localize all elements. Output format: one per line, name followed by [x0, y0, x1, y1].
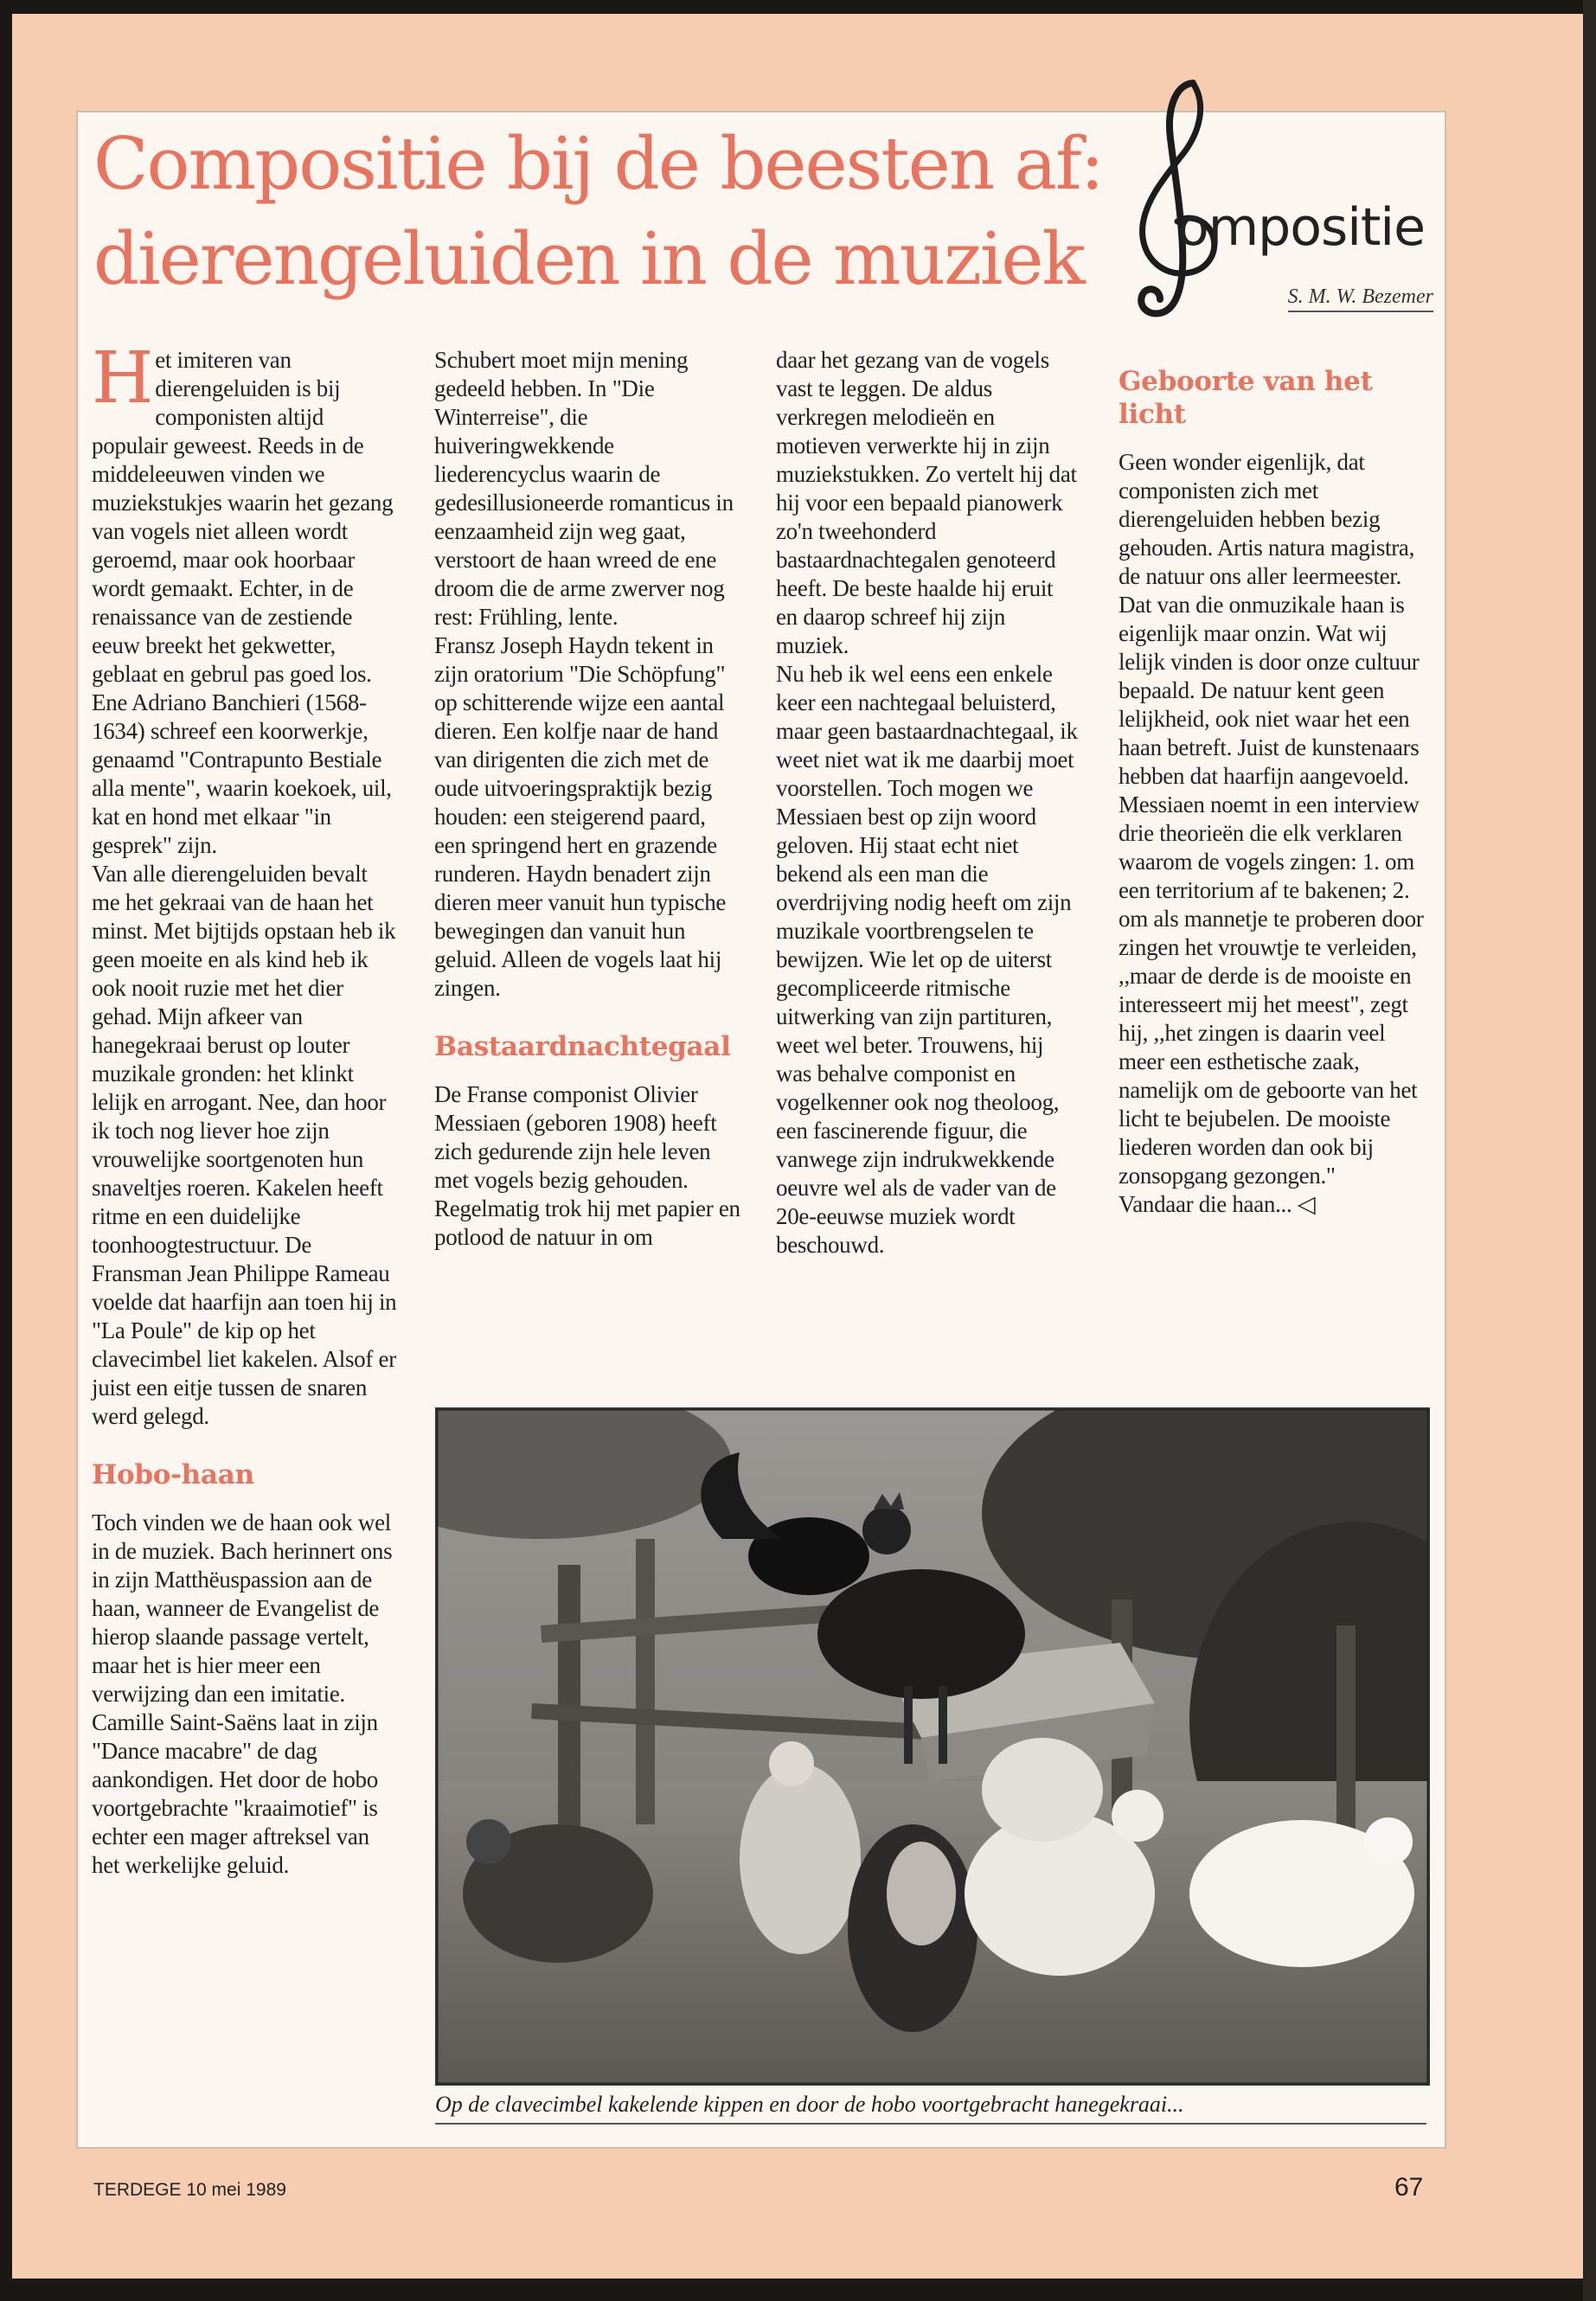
rubric-title: ompositie: [1177, 197, 1425, 258]
nachtegaal-paragraph: Nu heb ik wel eens een enkele keer een nachtegaal beluisterd, maar geen bastaardnachtegaal, ik weet niet wat ik me daarbij moet voorstellen. Toch mogen we Messiaen best op zijn woord geloven. Hij staat echt niet bekend als een man die overdrijving nodig heeft om zijn muzikale voortbrengselen te bewijzen. Wie let op de uiterst gecompliceerde ritmische uitwerking van zijn partituren, weet wel beter. Trouwens, hij was behalve componist en vogelkenner ook nog theoloog, een fascinerende figuur, die vanwege zijn indrukwekkende oeuvre wel als de vader van de 20e-eeuwse muziek wordt beschouwd.: [776, 661, 1078, 1258]
illustration-caption: Op de clavecimbel kakelende kippen en door de hobo voortgebracht hanegekraai...: [435, 2092, 1426, 2125]
article-title-line-1: Compositie bij de beesten af:: [93, 122, 1103, 206]
author-byline: S. M. W. Bezemer: [1288, 285, 1433, 312]
geboorte-paragraph-1: Geen wonder eigenlijk, dat componisten zich met dierengeluiden hebben bezig gehouden. Artis natura magistra, de natuur ons aller leermeester.: [1118, 449, 1415, 589]
schubert-paragraph: Schubert moet mijn mening gedeeld hebben. In "Die Winterreise", die huiveringwekkende liederencyclus waarin de gedesillusioneerde romanticus in eenzaamheid zijn weg gaat, verstoort de haan wreed de ene droom die de arme zwerver nog rest: Frühling, lente.: [434, 347, 734, 630]
geboorte-paragraph-3: Vandaar die haan... ◁: [1118, 1191, 1316, 1217]
messiaen-paragraph: De Franse componist Olivier Messiaen (geboren 1908) heeft zich gedurende zijn hele leven met vogels bezig gehouden. Regelmatig trok hij met papier en potlood de natuur in om: [434, 1081, 740, 1250]
hobo-paragraph: Toch vinden we de haan ook wel in de muziek. Bach herinnert ons in zijn Matthëuspassion aan de haan, wanneer de Evangelist de hierop slaande passage vertelt, maar het is hier meer een verwijzing dan een imitatie. Camille Saint-Saëns laat in zijn "Dance macabre" de dag aankondigen. Het door de hobo voortgebrachte "kraaimotief" is echter een mager aftreksel van het werkelijke geluid.: [92, 1509, 393, 1878]
haydn-paragraph: Fransz Joseph Haydn tekent in zijn oratorium "Die Schöpfung" op schitterende wijze een aantal dieren. Een kolfje naar de hand van dirigenten die zich met de oude uitvoeringspraktijk bezig houden: een steigerend paard, een springend hert en grazende runderen. Haydn benadert zijn dieren meer vanuit hun typische bewegingen dan vanuit hun geluid. Alleen de vogels laat hij zingen.: [434, 632, 727, 1001]
rubric-logo: [1120, 78, 1440, 329]
geboorte-paragraph-2: Dat van die onmuzikale haan is eigenlijk maar onzin. Wat wij lelijk vinden is door onze cultuur bepaald. De natuur kent geen lelijkheid, ook niet waar het een haan betreft. Juist de kunstenaars hebben dat haarfijn aangevoeld. Messiaen noemt in een interview drie theorieën die elk verklaren waarom de vogels zingen: 1. om een territorium af te bakenen; 2. om als mannetje te proberen door zingen het vrouwtje te verleiden, ,,maar de derde is de mooiste en interesseert mij het meest", zegt hij, ,,het zingen is daarin veel meer een esthetische zaak, namelijk om de geboorte van het licht te bejubelen. De mooiste liederen worden dan ook bij zonsopgang gezongen.": [1118, 592, 1424, 1189]
drop-cap: H: [92, 337, 154, 420]
text-column-2: [434, 346, 741, 1252]
chickens-painting: [437, 1409, 1428, 2084]
chickens-illustration: [435, 1407, 1430, 2086]
intro-paragraph-2: Van alle dierengeluiden bevalt me het gekraai van de haan het minst. Met bijtijds opstaan heb ik geen moeite en als kind heb ik ook nooit ruzie met het dier gehad. Mijn afkeer van hanegekraai berust op louter muzikale gronden: het klinkt lelijk en arrogant. Nee, dan hoor ik toch nog liever hoe zijn vrouwelijke soortgenoten hun snaveltjes roeren. Kakelen heeft ritme en een duidelijke toonhoogtestructuur. De Fransman Jean Philippe Rameau voelde dat haarfijn aan toen hij in "La Poule" de kip op het clavecimbel liet kakelen. Alsof er juist een eitje tussen de snaren werd gelegd.: [92, 861, 397, 1429]
scan-edge: [1583, 0, 1596, 2301]
intro-text-1: et imiteren van dierengeluiden is bij componisten altijd populair geweest. Reeds in de middeleeuwen vinden we muziekstukjes waarin het gezang van vogels niet alleen wordt geroemd, maar ook hoorbaar wordt gemaakt. Echter, in de renaissance van de zestiende eeuw breekt het gekwetter, geblaat en gebrul pas goed los. Ene Adriano Banchieri (1568-1634) schreef een koorwerkje, genaamd "Contrapunto Bestiale alla mente", waarin koekoek, uil, kat en hond met elkaar "in gesprek" zijn.: [92, 347, 394, 858]
intro-paragraph-1: [92, 337, 399, 860]
article-title-line-2: dierengeluiden in de muziek: [93, 217, 1084, 301]
page-number: 67: [1394, 2173, 1424, 2202]
text-column-1: [92, 337, 399, 1880]
vogels-paragraph: daar het gezang van de vogels vast te leggen. De aldus verkregen melodieën en motieven verwerkte hij in zijn muziekstukken. Zo vertelt hij dat hij voor een bepaald pianowerk zo'n tweehonderd bastaardnachtegalen genoteerd heeft. De beste haalde hij eruit en daarop schreef hij zijn muziek.: [776, 347, 1077, 658]
footer-issue: TERDEGE 10 mei 1989: [93, 2180, 286, 2200]
subhead-geboorte-van-het-licht: Geboorte van het licht: [1118, 366, 1373, 430]
subhead-bastaardnachtegaal: Bastaardnachtegaal: [434, 1031, 731, 1062]
subhead-hobo-haan: Hobo-haan: [92, 1459, 254, 1490]
text-column-4: [1118, 346, 1430, 1219]
text-column-3: [776, 346, 1079, 1259]
